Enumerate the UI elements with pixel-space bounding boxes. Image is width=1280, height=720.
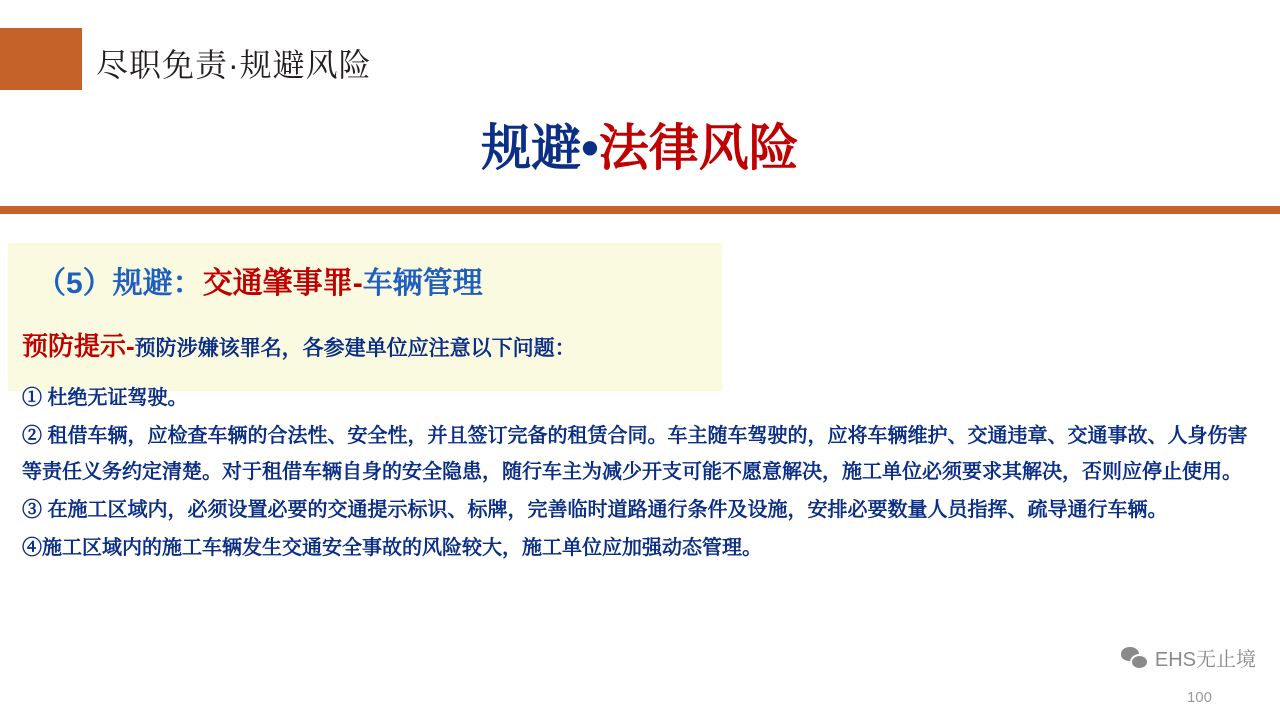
wechat-icon	[1121, 647, 1147, 669]
footer-brand	[1121, 643, 1256, 672]
list-item: ② 租借车辆，应检查车辆的合法性、安全性，并且签订完备的租赁合同。车主随车驾驶的，应将车辆维护、交通违章、交通事故、人身伤害等责任义务约定清楚。对于租借车辆自身的安全隐患，随行车主为减少开支可能不愿意解决，施工单位必须要求其解决，否则应停止使用。	[22, 425, 1248, 483]
list-item: ④施工区域内的施工车辆发生交通安全事故的风险较大，施工单位应加强动态管理。	[22, 537, 762, 559]
page-title: 尽职免责·规避风险	[96, 47, 372, 83]
subheading-text: 预防涉嫌该罪名，各参建单位应注意以下问题：	[134, 337, 576, 360]
section-heading-dash: -	[352, 267, 363, 300]
main-title	[0, 108, 1280, 180]
footer-brand-label: EHS无止境	[1154, 649, 1256, 671]
section-heading-crime: 交通肇事罪	[202, 267, 353, 300]
subheading-label: 预防提示-	[22, 331, 135, 361]
main-title-part1: 规避•	[481, 120, 599, 176]
header-accent-block	[0, 28, 82, 90]
section-subheading	[22, 326, 576, 363]
section-heading-topic: 车辆管理	[362, 267, 483, 300]
list-item: ③ 在施工区域内，必须设置必要的交通提示标识、标牌，完善临时道路通行条件及设施，安排必要数量人员指挥、疏导通行车辆。	[22, 499, 1168, 521]
content-list	[22, 380, 1262, 568]
horizontal-divider	[0, 206, 1280, 214]
main-title-part2: 法律风险	[598, 120, 799, 176]
section-heading-index: （5）规避：	[36, 267, 203, 300]
section-heading	[36, 258, 483, 302]
list-item: ① 杜绝无证驾驶。	[22, 387, 188, 409]
page-number: 100	[1186, 689, 1212, 706]
